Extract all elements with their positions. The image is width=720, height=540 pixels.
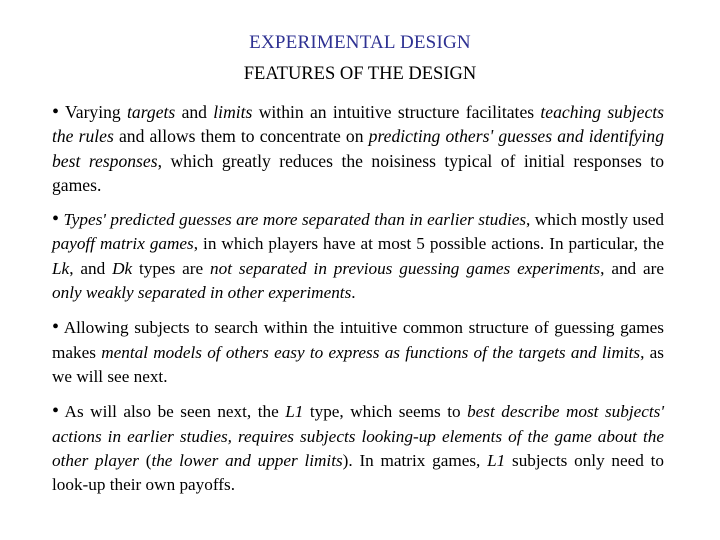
bullet-text: [52, 210, 664, 302]
slide-title: EXPERIMENTAL DESIGN: [249, 32, 471, 53]
bullet-text: [52, 402, 664, 494]
bullet-text: [52, 318, 664, 386]
italic-text-run: teaching subjects the rules: [52, 102, 664, 147]
bullet-marker: •: [52, 208, 60, 231]
italic-text-run: the lower and upper limits: [151, 450, 343, 470]
italic-text-run: targets: [127, 102, 176, 122]
italic-text-run: predicting others' guesses and identifying best responses: [52, 126, 664, 171]
bullet-text: [52, 102, 664, 195]
text-run: , in which players have at most 5 possible actions. In particular, the: [193, 234, 664, 254]
text-run: , and: [69, 258, 113, 278]
bullet-point-3: [52, 315, 664, 389]
text-run: type, which seems to: [303, 402, 468, 422]
text-run: (: [138, 450, 152, 470]
text-run: , as we will see next.: [52, 342, 664, 386]
text-run: , which greatly reduces the noisiness typical of initial responses to games.: [52, 150, 664, 195]
bullet-point-2: [52, 207, 664, 305]
italic-text-run: payoff matrix games: [52, 234, 194, 254]
text-run: Allowing subjects to search within the intuitive common structure of guessing games makes: [52, 318, 664, 362]
text-run: within an intuitive structure facilitates: [252, 102, 541, 122]
text-run: .: [351, 283, 356, 303]
italic-text-run: L1: [487, 450, 506, 470]
text-run: subjects only need to look-up their own payoffs.: [52, 450, 664, 495]
slide-subtitle: FEATURES OF THE DESIGN: [243, 64, 477, 84]
bullet-list: [52, 100, 664, 507]
bullet-marker: •: [52, 316, 60, 339]
bullet-marker: •: [52, 101, 60, 123]
text-run: and: [175, 102, 214, 122]
italic-text-run: mental models of others easy to express as functions of the targets and limits: [101, 342, 641, 362]
italic-text-run: , requires subjects looking-up elements of the game about the other player: [52, 426, 664, 470]
italic-text-run: not separated in previous guessing games experiments: [210, 258, 601, 278]
italic-text-run: limits: [213, 102, 253, 122]
text-run: , and are: [600, 258, 664, 278]
italic-text-run: Lk: [52, 258, 70, 278]
italic-text-run: Types' predicted guesses are more separated than in earlier studies: [63, 210, 527, 230]
bullet-marker: •: [52, 400, 60, 423]
text-run: As will also be seen next, the: [59, 402, 286, 422]
bullet-point-4: [52, 399, 664, 497]
italic-text-run: Dk: [112, 258, 133, 278]
italic-text-run: best describe most subjects' actions in earlier studies: [52, 402, 664, 446]
text-run: types are: [132, 258, 211, 278]
text-run: ). In matrix games,: [342, 450, 488, 470]
bullet-point-1: [52, 100, 664, 197]
italic-text-run: L1: [285, 402, 304, 422]
text-run: Varying: [59, 102, 128, 122]
text-run: and allows them to concentrate on: [113, 126, 369, 147]
italic-text-run: only weakly separated in other experiments: [52, 283, 352, 303]
text-run: , which mostly used: [526, 210, 665, 230]
